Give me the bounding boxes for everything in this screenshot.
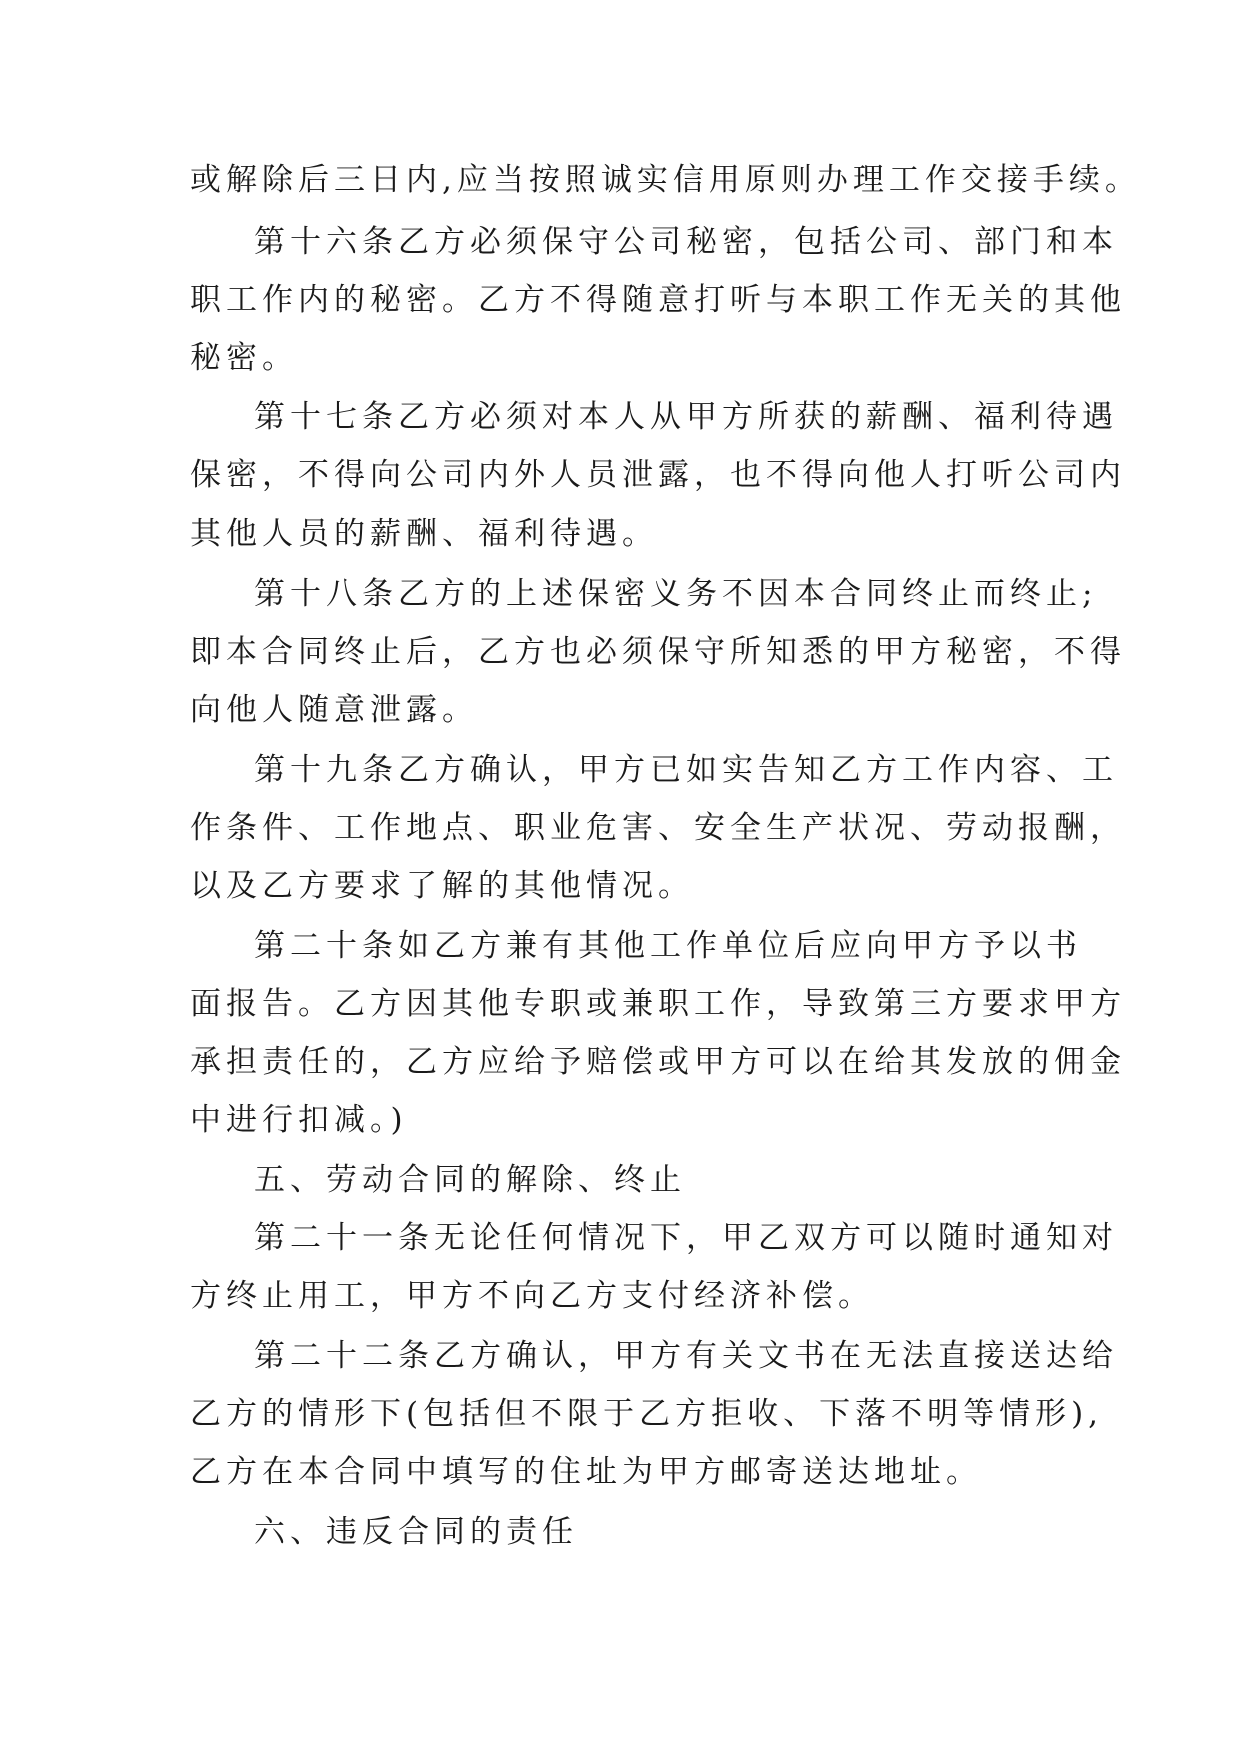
text-line: 方终止用工，甲方不向乙方支付经济补偿。 bbox=[190, 1278, 874, 1314]
text-line: 向他人随意泄露。 bbox=[190, 692, 478, 728]
text-line: 第十六条乙方必须保守公司秘密，包括公司、部门和本 bbox=[254, 224, 1118, 260]
text-line: 其他人员的薪酬、福利待遇。 bbox=[190, 516, 658, 552]
text-line: 第二十一条无论任何情况下，甲乙双方可以随时通知对 bbox=[254, 1220, 1118, 1256]
section-heading: 六、违反合同的责任 bbox=[254, 1514, 578, 1550]
text-line: 乙方的情形下(包括但不限于乙方拒收、下落不明等情形), bbox=[190, 1396, 1104, 1432]
text-line: 以及乙方要求了解的其他情况。 bbox=[190, 868, 694, 904]
text-line: 第二十二条乙方确认，甲方有关文书在无法直接送达给 bbox=[254, 1338, 1118, 1374]
text-line: 作条件、工作地点、职业危害、安全生产状况、劳动报酬， bbox=[190, 810, 1126, 846]
text-line: 承担责任的，乙方应给予赔偿或甲方可以在给其发放的佣金 bbox=[190, 1044, 1126, 1080]
text-line: 第十八条乙方的上述保密义务不因本合同终止而终止; bbox=[254, 576, 1098, 612]
text-line: 第十七条乙方必须对本人从甲方所获的薪酬、福利待遇 bbox=[254, 399, 1118, 435]
text-line: 面报告。乙方因其他专职或兼职工作，导致第三方要求甲方 bbox=[190, 986, 1126, 1022]
text-line: 第十九条乙方确认，甲方已如实告知乙方工作内容、工 bbox=[254, 752, 1118, 788]
text-line: 第二十条如乙方兼有其他工作单位后应向甲方予以书 bbox=[254, 928, 1082, 964]
text-line: 或解除后三日内,应当按照诚实信用原则办理工作交接手续。 bbox=[190, 162, 1141, 198]
text-line: 中进行扣减。) bbox=[190, 1102, 408, 1138]
text-line: 即本合同终止后，乙方也必须保守所知悉的甲方秘密，不得 bbox=[190, 634, 1126, 670]
text-line: 职工作内的秘密。乙方不得随意打听与本职工作无关的其他 bbox=[190, 282, 1126, 318]
text-line: 秘密。 bbox=[190, 340, 298, 376]
text-line: 乙方在本合同中填写的住址为甲方邮寄送达地址。 bbox=[190, 1454, 982, 1490]
section-heading: 五、劳动合同的解除、终止 bbox=[254, 1162, 686, 1198]
text-line: 保密，不得向公司内外人员泄露，也不得向他人打听公司内 bbox=[190, 457, 1126, 493]
